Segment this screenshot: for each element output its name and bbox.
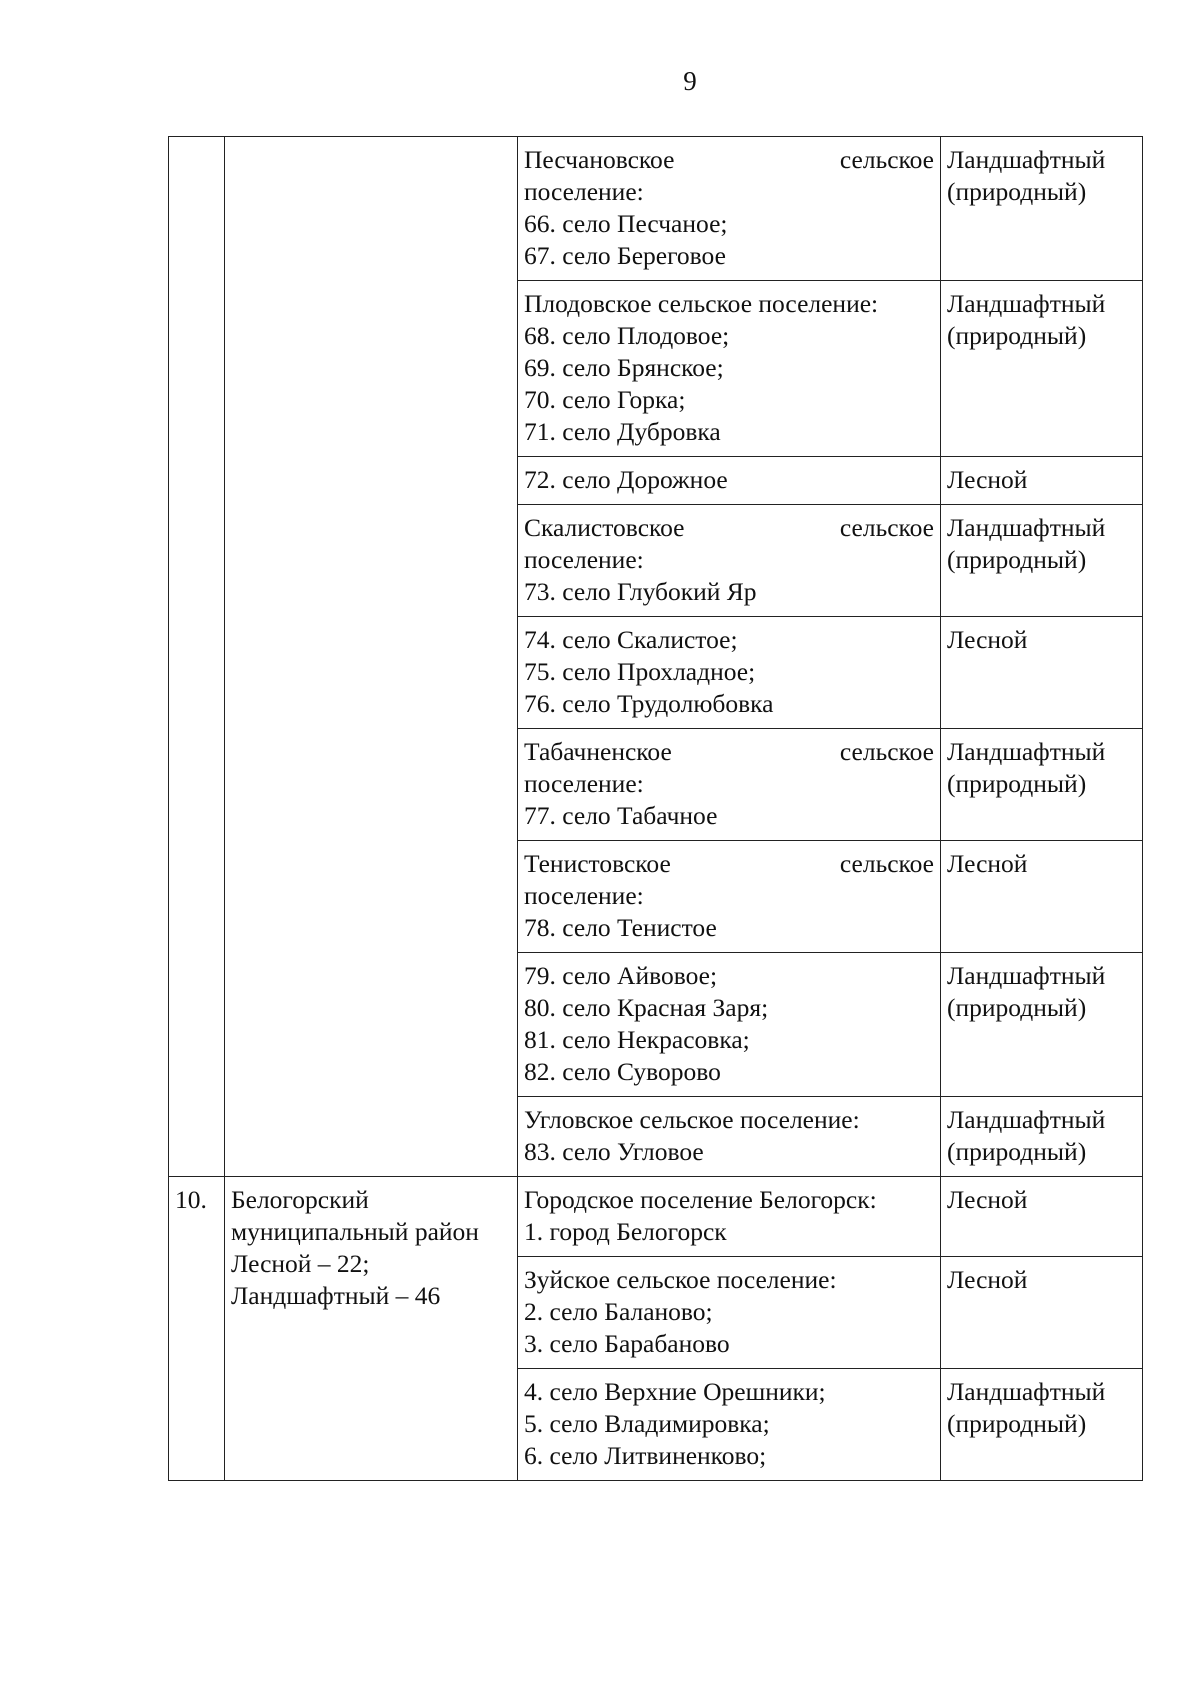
settlements-table <box>168 136 1143 1481</box>
number-cell <box>169 1177 225 1481</box>
settlement-line: 3. село Барабаново <box>524 1329 730 1358</box>
settlement-line: 71. село Дубровка <box>524 417 721 446</box>
number-cell <box>169 137 225 1177</box>
type-cell <box>941 953 1143 1097</box>
settlement-heading: 74. село Скалистое; <box>524 625 738 654</box>
district-line: Лесной – 22; <box>231 1249 370 1278</box>
settlement-line: поселение: <box>524 177 644 206</box>
type-line: (природный) <box>947 321 1087 350</box>
settlement-heading-word: сельское <box>839 737 934 766</box>
type-line: Ландшафтный <box>947 145 1106 174</box>
settlement-heading: 79. село Айвовое; <box>524 961 718 990</box>
type-line: Ландшафтный <box>947 513 1106 542</box>
settlement-line: поселение: <box>524 545 644 574</box>
settlement-line: 69. село Брянское; <box>524 353 724 382</box>
settlement-cell <box>518 281 941 457</box>
row-number: 10. <box>175 1185 207 1214</box>
settlement-heading-word: Песчановское <box>524 145 675 174</box>
settlement-line: 2. село Баланово; <box>524 1297 713 1326</box>
settlement-cell <box>518 1369 941 1481</box>
settlement-cell <box>518 617 941 729</box>
type-line: Ландшафтный <box>947 737 1106 766</box>
type-cell <box>941 505 1143 617</box>
type-line: Лесной <box>947 465 1028 494</box>
settlement-heading: Городское поселение Белогорск: <box>524 1185 877 1214</box>
type-cell <box>941 1369 1143 1481</box>
settlement-heading-word: Табачненское <box>524 737 672 766</box>
settlement-line: 81. село Некрасовка; <box>524 1025 750 1054</box>
district-line: Белогорский <box>231 1185 369 1214</box>
settlement-cell <box>518 137 941 281</box>
settlement-cell <box>518 841 941 953</box>
settlement-line: 68. село Плодовое; <box>524 321 730 350</box>
settlement-heading: Зуйское сельское поселение: <box>524 1265 837 1294</box>
settlement-heading-word: сельское <box>839 145 934 174</box>
settlement-line: 77. село Табачное <box>524 801 718 830</box>
settlement-line: 67. село Береговое <box>524 241 726 270</box>
settlement-line: 1. город Белогорск <box>524 1217 727 1246</box>
table-row <box>169 1177 1143 1257</box>
type-cell <box>941 729 1143 841</box>
district-cell <box>225 137 518 1177</box>
settlement-heading <box>524 736 934 768</box>
type-cell <box>941 617 1143 729</box>
type-line: Ландшафтный <box>947 1105 1106 1134</box>
settlement-line: 76. село Трудолюбовка <box>524 689 774 718</box>
settlement-line: 6. село Литвиненково; <box>524 1441 767 1470</box>
type-line: (природный) <box>947 1137 1087 1166</box>
settlement-cell <box>518 1097 941 1177</box>
type-line: Ландшафтный <box>947 1377 1106 1406</box>
settlement-line: 5. село Владимировка; <box>524 1409 770 1438</box>
settlement-line: 82. село Суворово <box>524 1057 721 1086</box>
type-cell <box>941 1257 1143 1369</box>
type-line: Ландшафтный <box>947 289 1106 318</box>
page-number: 9 <box>683 66 697 96</box>
settlement-heading-word: Скалистовское <box>524 513 685 542</box>
settlement-cell <box>518 505 941 617</box>
settlement-line: поселение: <box>524 769 644 798</box>
type-cell <box>941 841 1143 953</box>
settlement-heading <box>524 512 934 544</box>
settlement-line: 83. село Угловое <box>524 1137 704 1166</box>
settlement-heading-word: сельское <box>839 849 934 878</box>
settlement-line: 78. село Тенистое <box>524 913 717 942</box>
settlement-line: 70. село Горка; <box>524 385 686 414</box>
type-line: (природный) <box>947 769 1087 798</box>
settlement-cell <box>518 953 941 1097</box>
type-line: Лесной <box>947 625 1028 654</box>
settlement-heading: Угловское сельское поселение: <box>524 1105 860 1134</box>
settlement-line: 66. село Песчаное; <box>524 209 728 238</box>
settlement-cell <box>518 457 941 505</box>
type-line: Ландшафтный <box>947 961 1106 990</box>
type-line: (природный) <box>947 1409 1087 1438</box>
type-cell <box>941 1177 1143 1257</box>
district-cell <box>225 1177 518 1481</box>
type-cell <box>941 281 1143 457</box>
settlement-heading <box>524 144 934 176</box>
settlement-heading: Плодовское сельское поселение: <box>524 289 879 318</box>
district-line: Ландшафтный – 46 <box>231 1281 441 1310</box>
type-line: Лесной <box>947 1185 1028 1214</box>
type-cell <box>941 137 1143 281</box>
district-line: муниципальный район <box>231 1217 479 1246</box>
settlement-heading-word: Тенистовское <box>524 849 671 878</box>
settlement-line: 73. село Глубокий Яр <box>524 577 757 606</box>
settlement-cell <box>518 1177 941 1257</box>
settlement-cell <box>518 729 941 841</box>
settlement-line: 75. село Прохладное; <box>524 657 756 686</box>
settlement-heading: 4. село Верхние Орешники; <box>524 1377 826 1406</box>
type-cell <box>941 457 1143 505</box>
type-line: (природный) <box>947 545 1087 574</box>
type-line: (природный) <box>947 993 1087 1022</box>
settlement-heading: 72. село Дорожное <box>524 465 728 494</box>
type-line: Лесной <box>947 849 1028 878</box>
settlement-heading-word: сельское <box>839 513 934 542</box>
settlement-line: 80. село Красная Заря; <box>524 993 769 1022</box>
settlement-line: поселение: <box>524 881 644 910</box>
type-line: Лесной <box>947 1265 1028 1294</box>
table-row <box>169 137 1143 281</box>
settlement-cell <box>518 1257 941 1369</box>
settlement-heading <box>524 848 934 880</box>
type-cell <box>941 1097 1143 1177</box>
settlements-table-body <box>169 137 1143 1481</box>
type-line: (природный) <box>947 177 1087 206</box>
